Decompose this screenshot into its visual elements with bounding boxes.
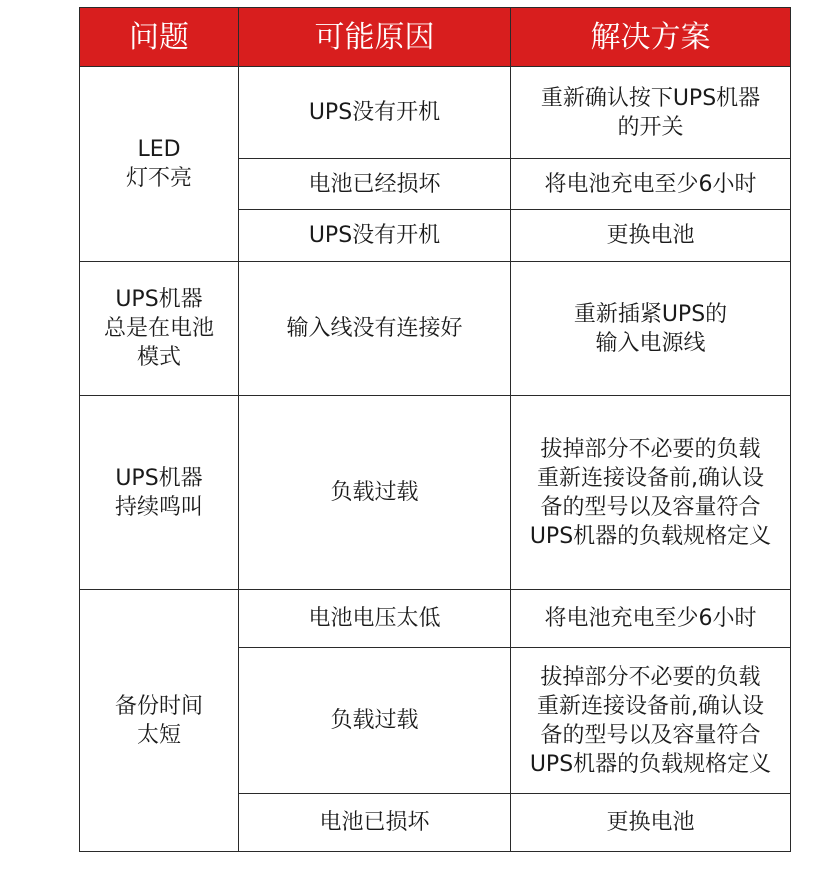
cause-cell: UPS没有开机: [239, 210, 511, 262]
table-row: [80, 396, 791, 590]
cause-cell: 电池已经损坏: [239, 159, 511, 210]
header-problem: 问题: [80, 8, 239, 67]
solution-cell: 将电池充电至少6小时: [511, 159, 791, 210]
problem-cell: UPS机器 总是在电池 模式: [80, 262, 239, 396]
problem-cell: LED 灯不亮: [80, 67, 239, 262]
header-row: [80, 8, 791, 67]
table-row: [80, 67, 791, 159]
solution-cell: 拔掉部分不必要的负载 重新连接设备前,确认设 备的型号以及容量符合 UPS机器的负载规格定义: [511, 648, 791, 794]
cause-cell: 电池已损坏: [239, 794, 511, 852]
header-cause: 可能原因: [239, 8, 511, 67]
header-solution: 解决方案: [511, 8, 791, 67]
solution-cell: 重新确认按下UPS机器 的开关: [511, 67, 791, 159]
solution-cell: 更换电池: [511, 794, 791, 852]
troubleshooting-table: [79, 7, 791, 852]
solution-cell: 更换电池: [511, 210, 791, 262]
problem-cell: 备份时间 太短: [80, 590, 239, 852]
cause-cell: 负载过载: [239, 648, 511, 794]
cause-cell: UPS没有开机: [239, 67, 511, 159]
cause-cell: 输入线没有连接好: [239, 262, 511, 396]
solution-cell: 重新插紧UPS的 输入电源线: [511, 262, 791, 396]
problem-cell: UPS机器 持续鸣叫: [80, 396, 239, 590]
solution-cell: 将电池充电至少6小时: [511, 590, 791, 648]
table-row: [80, 262, 791, 396]
cause-cell: 电池电压太低: [239, 590, 511, 648]
cause-cell: 负载过载: [239, 396, 511, 590]
table-row: [80, 590, 791, 648]
solution-cell: 拔掉部分不必要的负载 重新连接设备前,确认设 备的型号以及容量符合 UPS机器的负载规格定义: [511, 396, 791, 590]
